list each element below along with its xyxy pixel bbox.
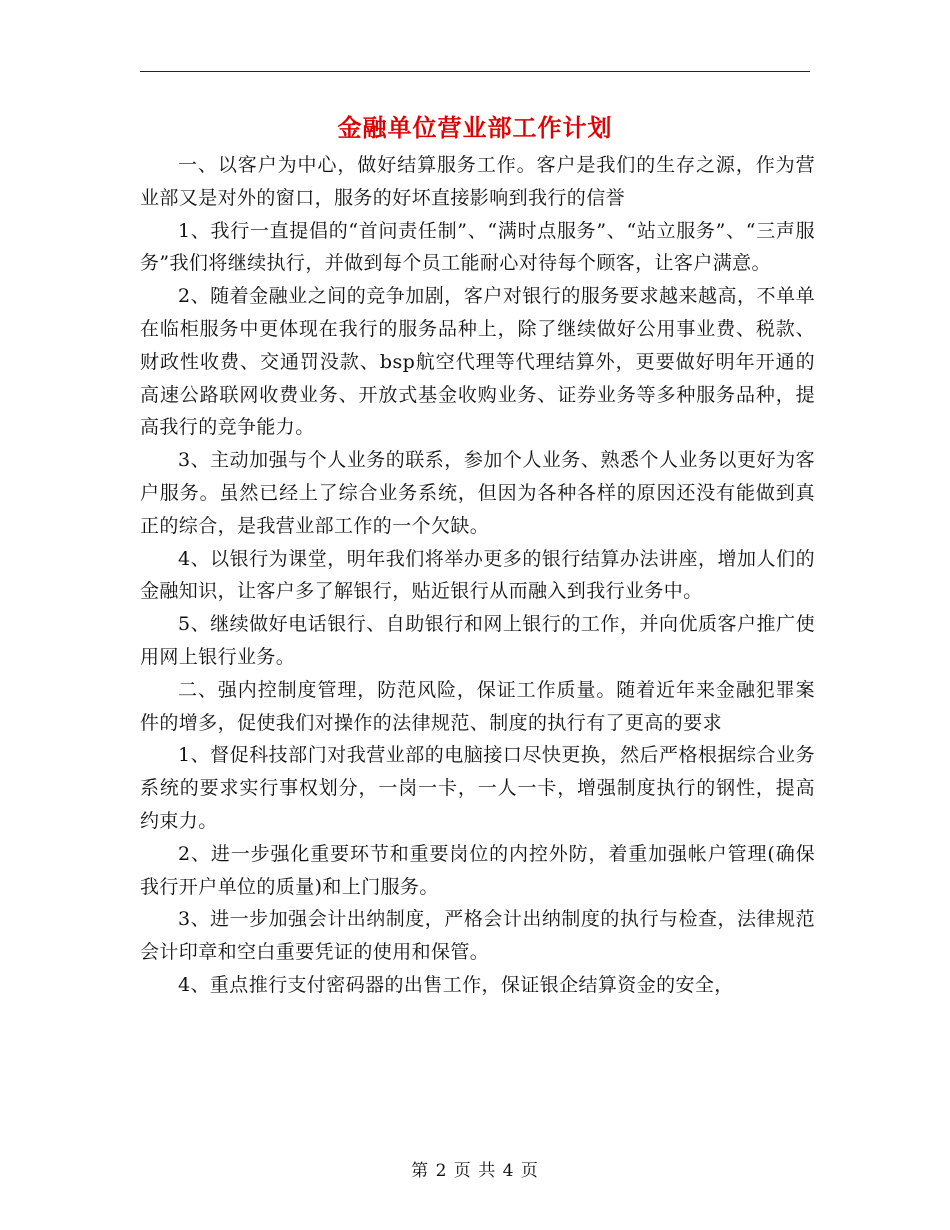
paragraph: 1、督促科技部门对我营业部的电脑接口尽快更换，然后严格根据综合业务系统的要求实行事权划分，一岗一卡，一人一卡，增强制度执行的钢性，提高约束力。 (140, 744, 815, 832)
paragraph: 4、重点推行支付密码器的出售工作，保证银企结算资金的安全， (178, 973, 734, 996)
header-rule (140, 71, 810, 72)
paragraph: 3、进一步加强会计出纳制度，严格会计出纳制度的执行与检查，法律规范会计印章和空白重要凭证的使用和保管。 (140, 908, 815, 964)
paragraph: 一、以客户为中心，做好结算服务工作。客户是我们的生存之源，作为营业部又是对外的窗口，服务的好坏直接影响到我行的信誉 (140, 154, 815, 209)
paragraph: 4、以银行为课堂，明年我们将举办更多的银行结算办法讲座，增加人们的金融知识，让客户多了解银行，贴近银行从而融入到我行业务中。 (140, 547, 815, 603)
paragraph: 1、我行一直提倡的“首问责任制”、“满时点服务”、“站立服务”、“三声服务”我们将继续执行，并做到每个员工能耐心对待每个顾客，让客户满意。 (140, 219, 815, 275)
page-footer (0, 1156, 950, 1181)
paragraph: 二、强内控制度管理，防范风险，保证工作质量。随着近年来金融犯罪案件的增多，促使我们对操作的法律规范、制度的执行有了更高的要求 (140, 678, 815, 734)
document-body (140, 149, 815, 1002)
paragraph: 5、继续做好电话银行、自助银行和网上银行的工作，并向优质客户推广使用网上银行业务。 (140, 613, 815, 668)
page-number-label: 第 2 页 共 4 页 (411, 1161, 539, 1181)
paragraph: 2、随着金融业之间的竞争加剧，客户对银行的服务要求越来越高，不单单在临柜服务中更体现在我行的服务品种上，除了继续做好公用事业费、税款、财政性收费、交通罚没款、bsp航空代理等代理结算外，更要做好明年开通的高速公路联网收费业务、开放式基金收购业务、证券业务等多种服务品种，提高我行的竞争能力。 (140, 285, 815, 439)
paragraph: 2、进一步强化重要环节和重要岗位的内控外防，着重加强帐户管理(确保我行开户单位的质量)和上门服务。 (140, 842, 815, 898)
paragraph: 3、主动加强与个人业务的联系，参加个人业务、熟悉个人业务以更好为客户服务。虽然已经上了综合业务系统，但因为各种各样的原因还没有能做到真正的综合，是我营业部工作的一个欠缺。 (140, 449, 815, 537)
document-title: 金融单位营业部工作计划 (337, 113, 613, 142)
